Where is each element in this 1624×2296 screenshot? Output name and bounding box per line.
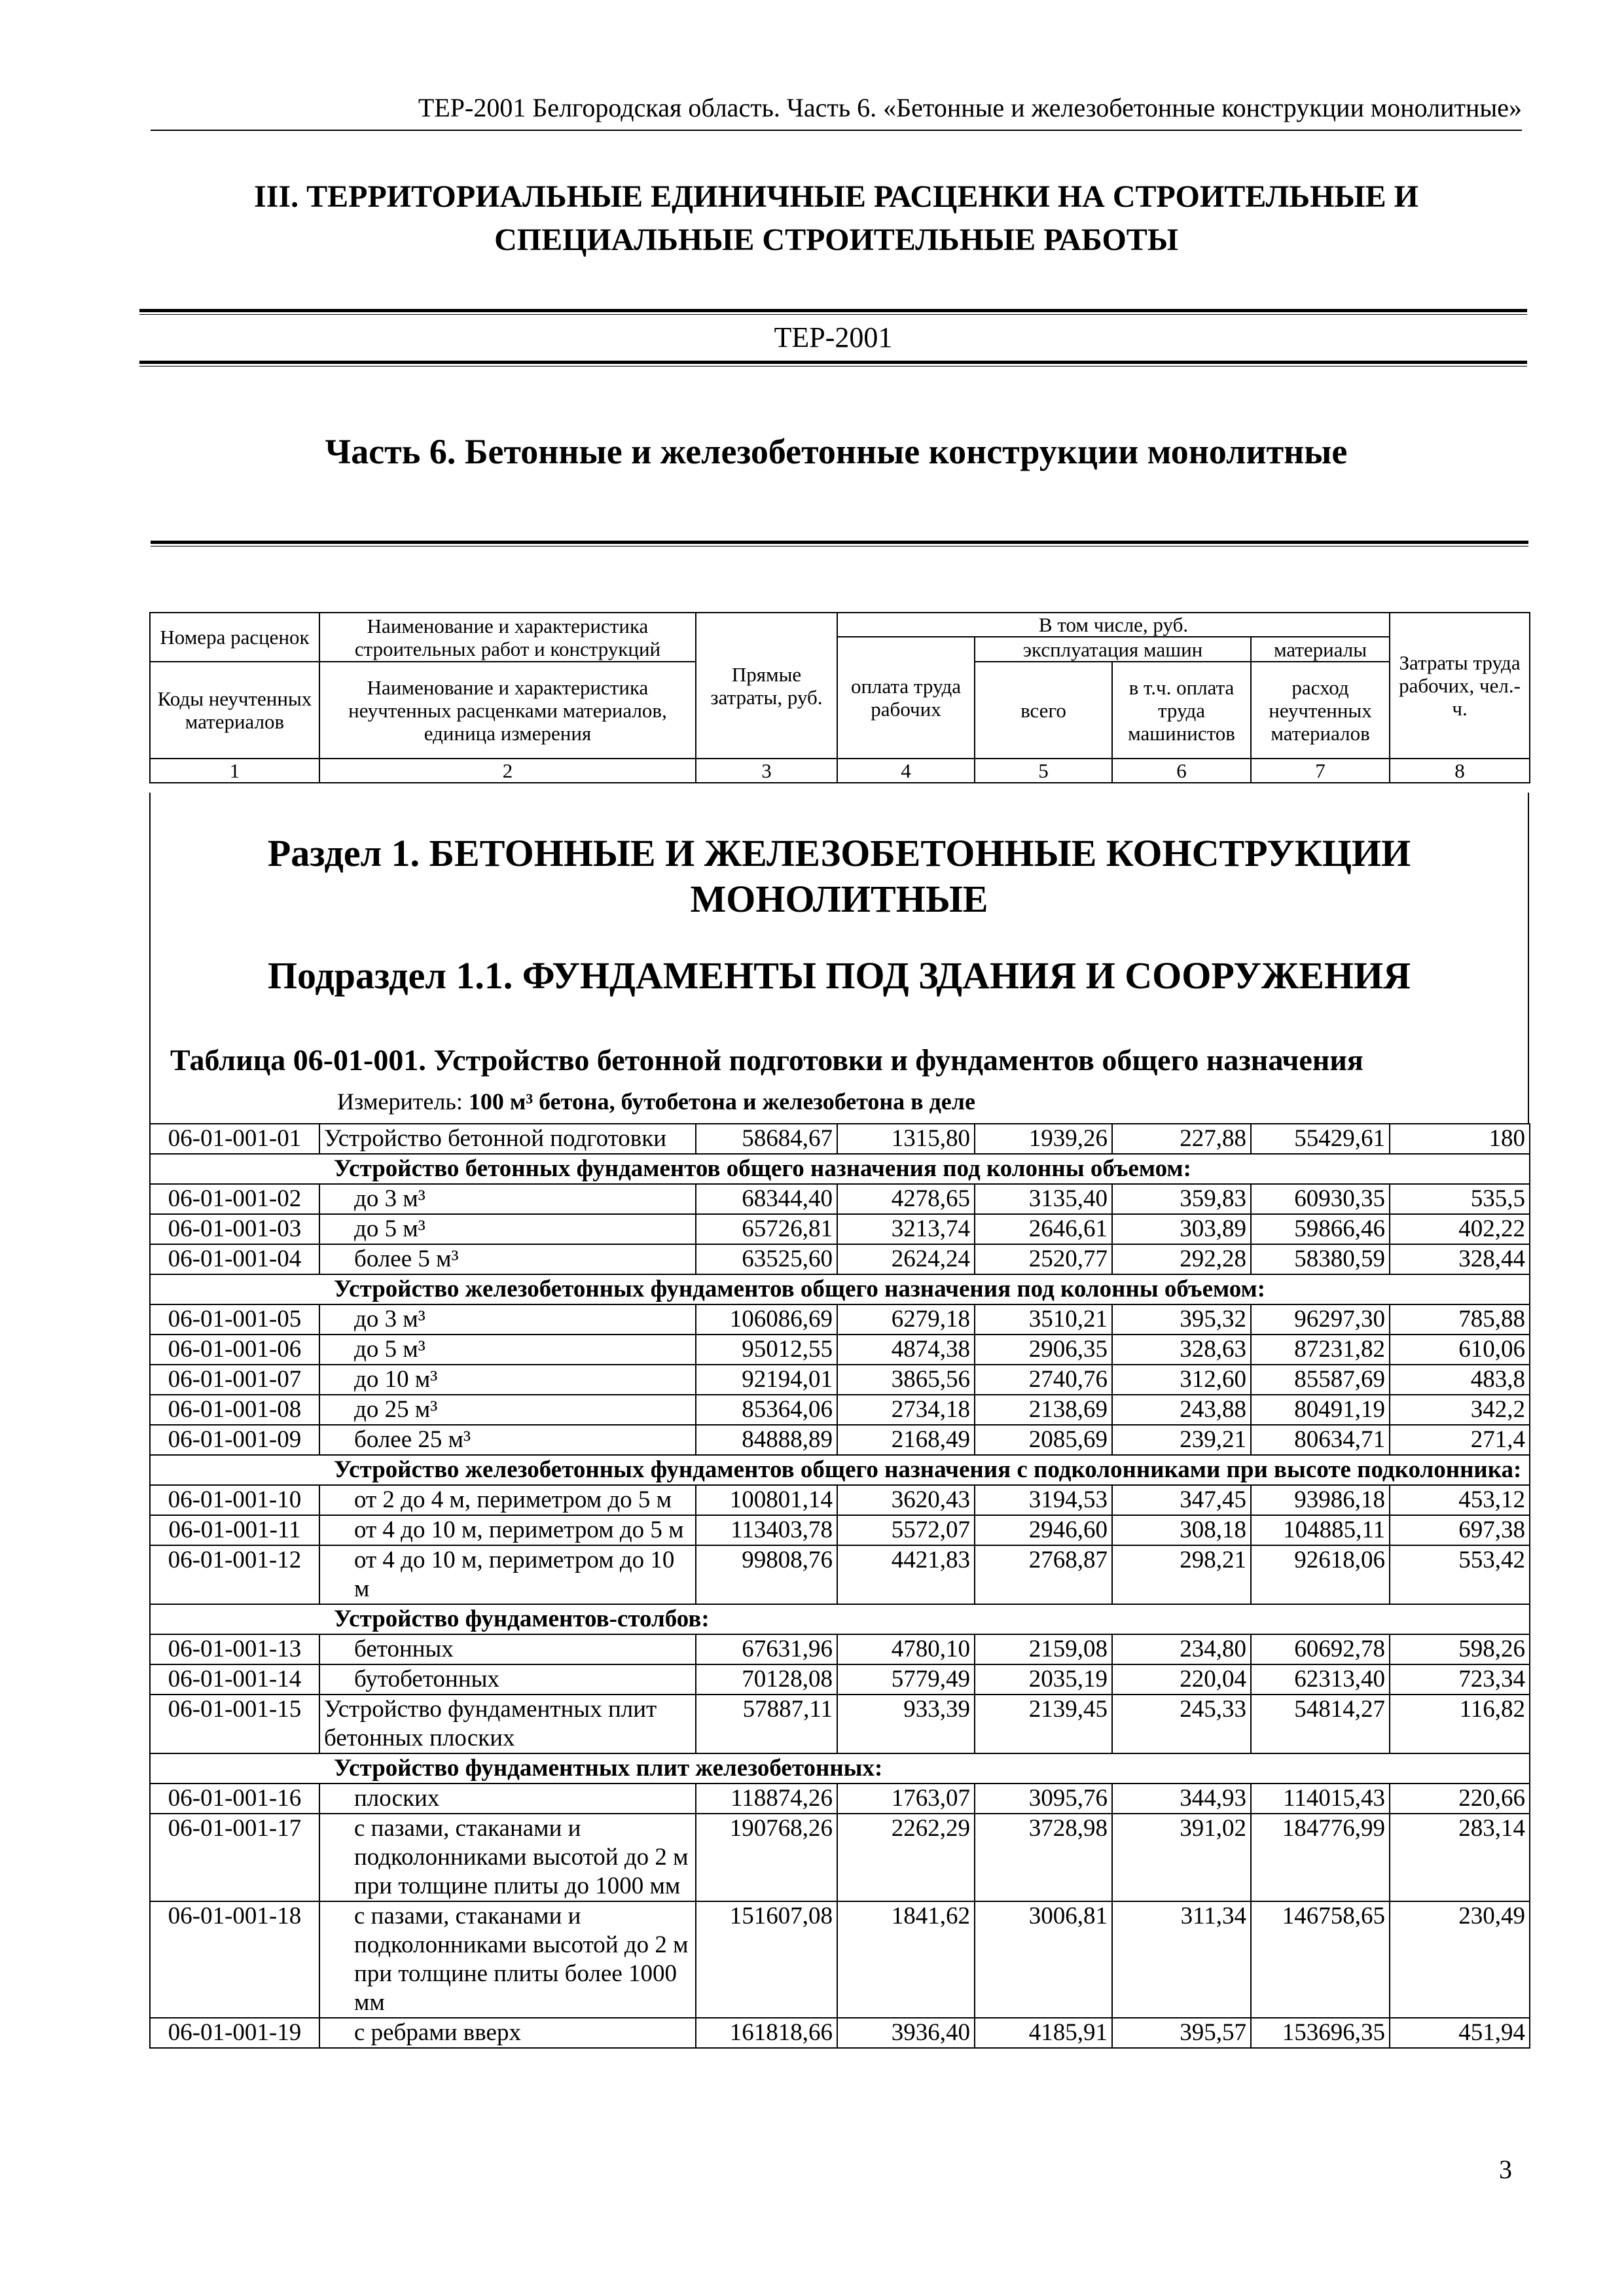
rate-description: с пазами, стаканами и подколонниками высотой до 2 м при толщине плиты более 1000 мм — [319, 1901, 696, 2018]
labor-cell: 402,22 — [1390, 1214, 1530, 1244]
machines-total-cell: 2139,45 — [975, 1695, 1112, 1753]
rate-description: до 10 м³ — [319, 1365, 696, 1395]
table-row — [150, 1304, 1530, 1335]
materials-cell: 184776,99 — [1251, 1814, 1390, 1901]
rate-code: 06-01-001-01 — [150, 1124, 319, 1154]
machines-wages-cell: 298,21 — [1112, 1545, 1251, 1604]
table-row — [150, 1124, 1530, 1154]
machines-total-cell: 3194,53 — [975, 1485, 1112, 1515]
band-top-rule — [139, 309, 1527, 315]
labor-cell: 451,94 — [1390, 2018, 1530, 2048]
rate-code: 06-01-001-13 — [150, 1634, 319, 1664]
rate-code: 06-01-001-05 — [150, 1304, 319, 1335]
running-header: ТЕР-2001 Белгородская область. Часть 6. «Бетонные и железобетонные конструкции монолитные» — [151, 89, 1522, 131]
group-header: Устройство фундаментных плит железобетонных: — [150, 1753, 1530, 1784]
rate-code: 06-01-001-07 — [150, 1365, 319, 1395]
rate-code: 06-01-001-14 — [150, 1664, 319, 1695]
wages-cell: 2624,24 — [837, 1244, 975, 1274]
rate-description: от 4 до 10 м, периметром до 10 м — [319, 1545, 696, 1604]
rate-description: от 4 до 10 м, периметром до 5 м — [319, 1515, 696, 1545]
labor-cell: 220,66 — [1390, 1784, 1530, 1814]
table-row — [150, 1184, 1530, 1214]
labor-cell: 180 — [1390, 1124, 1530, 1154]
machines-wages-cell: 227,88 — [1112, 1124, 1251, 1154]
machines-total-cell: 3728,98 — [975, 1814, 1112, 1901]
hdr-wages: оплата труда рабочих — [837, 637, 975, 759]
direct-costs-cell: 92194,01 — [696, 1365, 837, 1395]
materials-cell: 80491,19 — [1251, 1395, 1390, 1425]
group-header-row — [150, 1274, 1530, 1304]
materials-cell: 60692,78 — [1251, 1634, 1390, 1664]
hdr-labor: Затраты труда рабочих, чел.-ч. — [1390, 613, 1530, 759]
measure-unit — [337, 1085, 975, 1119]
rate-description: Устройство бетонной подготовки — [319, 1124, 696, 1154]
direct-costs-cell: 151607,08 — [696, 1901, 837, 2018]
group-header-row — [150, 1604, 1530, 1634]
labor-cell: 271,4 — [1390, 1425, 1530, 1455]
materials-cell: 60930,35 — [1251, 1184, 1390, 1214]
measure-label: Измеритель: — [337, 1088, 469, 1115]
wages-cell: 5779,49 — [837, 1664, 975, 1695]
chapter-title-line2: СПЕЦИАЛЬНЫЕ СТРОИТЕЛЬНЫЕ РАБОТЫ — [494, 223, 1178, 257]
direct-costs-cell: 99808,76 — [696, 1545, 837, 1604]
machines-wages-cell: 245,33 — [1112, 1695, 1251, 1753]
wages-cell: 4874,38 — [837, 1335, 975, 1365]
machines-total-cell: 2740,76 — [975, 1365, 1112, 1395]
section-title-line2: МОНОЛИТНЫЕ — [690, 878, 988, 920]
labor-cell: 283,14 — [1390, 1814, 1530, 1901]
table-row — [150, 1545, 1530, 1604]
chapter-title-line1: III. ТЕРРИТОРИАЛЬНЫЕ ЕДИНИЧНЫЕ РАСЦЕНКИ НА СТРОИТЕЛЬНЫЕ И — [254, 179, 1418, 214]
hdr-num: 2 — [319, 759, 696, 783]
table-row — [150, 1244, 1530, 1274]
hdr-num: 7 — [1251, 759, 1390, 783]
rate-description: от 2 до 4 м, периметром до 5 м — [319, 1485, 696, 1515]
group-header-row — [150, 1154, 1530, 1184]
direct-costs-cell: 58684,67 — [696, 1124, 837, 1154]
machines-total-cell: 3006,81 — [975, 1901, 1112, 2018]
direct-costs-cell: 106086,69 — [696, 1304, 837, 1335]
group-header-row — [150, 1455, 1530, 1485]
wages-cell: 3865,56 — [837, 1365, 975, 1395]
machines-total-cell: 2946,60 — [975, 1515, 1112, 1545]
rate-code: 06-01-001-04 — [150, 1244, 319, 1274]
rate-description: до 5 м³ — [319, 1214, 696, 1244]
machines-wages-cell: 303,89 — [1112, 1214, 1251, 1244]
direct-costs-cell: 113403,78 — [696, 1515, 837, 1545]
wages-cell: 1315,80 — [837, 1124, 975, 1154]
machines-total-cell: 3095,76 — [975, 1784, 1112, 1814]
labor-cell: 453,12 — [1390, 1485, 1530, 1515]
rate-code: 06-01-001-11 — [150, 1515, 319, 1545]
rate-code: 06-01-001-12 — [150, 1545, 319, 1604]
rate-description: бетонных — [319, 1634, 696, 1664]
wages-cell: 2168,49 — [837, 1425, 975, 1455]
wages-cell: 5572,07 — [837, 1515, 975, 1545]
rate-code: 06-01-001-18 — [150, 1901, 319, 2018]
labor-cell: 610,06 — [1390, 1335, 1530, 1365]
direct-costs-cell: 57887,11 — [696, 1695, 837, 1753]
rate-description: более 25 м³ — [319, 1425, 696, 1455]
rate-description: до 25 м³ — [319, 1395, 696, 1425]
labor-cell: 342,2 — [1390, 1395, 1530, 1425]
rate-description: до 3 м³ — [319, 1184, 696, 1214]
table-row — [150, 1395, 1530, 1425]
rate-description: до 3 м³ — [319, 1304, 696, 1335]
direct-costs-cell: 70128,08 — [696, 1664, 837, 1695]
hdr-direct-costs: Прямые затраты, руб. — [696, 613, 837, 759]
machines-wages-cell: 312,60 — [1112, 1365, 1251, 1395]
hdr-num: 4 — [837, 759, 975, 783]
wages-cell: 933,39 — [837, 1695, 975, 1753]
table-row — [150, 1485, 1530, 1515]
table-row — [150, 1365, 1530, 1395]
machines-wages-cell: 359,83 — [1112, 1184, 1251, 1214]
materials-cell: 54814,27 — [1251, 1695, 1390, 1753]
labor-cell: 598,26 — [1390, 1634, 1530, 1664]
machines-total-cell: 1939,26 — [975, 1124, 1112, 1154]
direct-costs-cell: 85364,06 — [696, 1395, 837, 1425]
hdr-name-top: Наименование и характеристика строительных работ и конструкций — [319, 613, 696, 662]
machines-wages-cell: 347,45 — [1112, 1485, 1251, 1515]
table-row — [150, 1214, 1530, 1244]
hdr-codes-bottom: Коды неучтенных материалов — [150, 662, 319, 759]
hdr-codes-top: Номера расценок — [150, 613, 319, 662]
materials-cell: 59866,46 — [1251, 1214, 1390, 1244]
machines-wages-cell: 292,28 — [1112, 1244, 1251, 1274]
rate-code: 06-01-001-06 — [150, 1335, 319, 1365]
machines-wages-cell: 308,18 — [1112, 1515, 1251, 1545]
table-row — [150, 1784, 1530, 1814]
group-header: Устройство бетонных фундаментов общего назначения под колонны объемом: — [150, 1154, 1530, 1184]
rate-code: 06-01-001-10 — [150, 1485, 319, 1515]
wages-cell: 4278,65 — [837, 1184, 975, 1214]
rate-description: Устройство фундаментных плит бетонных плоских — [319, 1695, 696, 1753]
machines-wages-cell: 395,57 — [1112, 2018, 1251, 2048]
machines-wages-cell: 395,32 — [1112, 1304, 1251, 1335]
wages-cell: 2734,18 — [837, 1395, 975, 1425]
hdr-machines-wages: в т.ч. оплата труда машинистов — [1112, 662, 1251, 759]
part-rule — [151, 541, 1528, 547]
labor-cell: 230,49 — [1390, 1901, 1530, 2018]
wages-cell: 1763,07 — [837, 1784, 975, 1814]
labor-cell: 535,5 — [1390, 1184, 1530, 1214]
materials-cell: 153696,35 — [1251, 2018, 1390, 2048]
hdr-machines: эксплуатация машин — [975, 637, 1251, 662]
machines-total-cell: 2906,35 — [975, 1335, 1112, 1365]
wages-cell: 3620,43 — [837, 1485, 975, 1515]
rate-description: бутобетонных — [319, 1664, 696, 1695]
hdr-num: 6 — [1112, 759, 1251, 783]
materials-cell: 80634,71 — [1251, 1425, 1390, 1455]
group-header: Устройство железобетонных фундаментов общего назначения с подколонниками при высоте подколонника: — [150, 1455, 1530, 1485]
machines-wages-cell: 239,21 — [1112, 1425, 1251, 1455]
machines-wages-cell: 234,80 — [1112, 1634, 1251, 1664]
direct-costs-cell: 100801,14 — [696, 1485, 837, 1515]
group-header-row — [150, 1753, 1530, 1784]
direct-costs-cell: 68344,40 — [696, 1184, 837, 1214]
section-headings — [149, 793, 1529, 1124]
table-row — [150, 1515, 1530, 1545]
materials-cell: 114015,43 — [1251, 1784, 1390, 1814]
labor-cell: 483,8 — [1390, 1365, 1530, 1395]
direct-costs-cell: 95012,55 — [696, 1335, 837, 1365]
part-title: Часть 6. Бетонные и железобетонные конструкции монолитные — [325, 432, 1348, 471]
rate-code: 06-01-001-09 — [150, 1425, 319, 1455]
section-title — [151, 831, 1528, 922]
labor-cell: 116,82 — [1390, 1695, 1530, 1753]
materials-cell: 85587,69 — [1251, 1365, 1390, 1395]
wages-cell: 4780,10 — [837, 1634, 975, 1664]
section-title-line1: Раздел 1. БЕТОННЫЕ И ЖЕЛЕЗОБЕТОННЫЕ КОНСТРУКЦИИ — [267, 832, 1411, 874]
machines-total-cell: 3510,21 — [975, 1304, 1112, 1335]
table-row — [150, 1425, 1530, 1455]
hdr-num: 8 — [1390, 759, 1530, 783]
machines-total-cell: 2085,69 — [975, 1425, 1112, 1455]
hdr-name-bottom: Наименование и характеристика неучтенных расценками материалов, единица измерения — [319, 662, 696, 759]
materials-cell: 104885,11 — [1251, 1515, 1390, 1545]
table-row — [150, 1814, 1530, 1901]
table-row — [150, 1901, 1530, 2018]
hdr-num: 3 — [696, 759, 837, 783]
hdr-including: В том числе, руб. — [837, 613, 1390, 637]
hdr-machines-total: всего — [975, 662, 1112, 759]
direct-costs-cell: 84888,89 — [696, 1425, 837, 1455]
labor-cell: 553,42 — [1390, 1545, 1530, 1604]
rate-code: 06-01-001-19 — [150, 2018, 319, 2048]
wages-cell: 6279,18 — [837, 1304, 975, 1335]
rate-code: 06-01-001-03 — [150, 1214, 319, 1244]
group-header: Устройство железобетонных фундаментов общего назначения под колонны объемом: — [150, 1274, 1530, 1304]
materials-cell: 96297,30 — [1251, 1304, 1390, 1335]
machines-wages-cell: 243,88 — [1112, 1395, 1251, 1425]
direct-costs-cell: 65726,81 — [696, 1214, 837, 1244]
machines-wages-cell: 391,02 — [1112, 1814, 1251, 1901]
rate-description: с пазами, стаканами и подколонниками высотой до 2 м при толщине плиты до 1000 мм — [319, 1814, 696, 1901]
table-title: Таблица 06-01-001. Устройство бетонной подготовки и фундаментов общего назначения — [170, 1043, 1363, 1077]
hdr-num: 5 — [975, 759, 1112, 783]
labor-cell: 328,44 — [1390, 1244, 1530, 1274]
machines-total-cell: 2035,19 — [975, 1664, 1112, 1695]
table-header — [149, 612, 1530, 783]
labor-cell: 723,34 — [1390, 1664, 1530, 1695]
hdr-materials-sub: расход неучтенных материалов — [1251, 662, 1390, 759]
wages-cell: 4421,83 — [837, 1545, 975, 1604]
machines-wages-cell: 311,34 — [1112, 1901, 1251, 2018]
machines-wages-cell: 344,93 — [1112, 1784, 1251, 1814]
machines-total-cell: 4185,91 — [975, 2018, 1112, 2048]
materials-cell: 92618,06 — [1251, 1545, 1390, 1604]
band-bottom-rule — [139, 361, 1527, 367]
page-number: 3 — [1499, 2155, 1512, 2184]
materials-cell: 93986,18 — [1251, 1485, 1390, 1515]
hdr-materials: материалы — [1251, 637, 1390, 662]
machines-total-cell: 2646,61 — [975, 1214, 1112, 1244]
rate-description: с ребрами вверх — [319, 2018, 696, 2048]
wages-cell: 3213,74 — [837, 1214, 975, 1244]
table-row — [150, 1664, 1530, 1695]
direct-costs-cell: 67631,96 — [696, 1634, 837, 1664]
rate-description: до 5 м³ — [319, 1335, 696, 1365]
subsection-title: Подраздел 1.1. ФУНДАМЕНТЫ ПОД ЗДАНИЯ И СООРУЖЕНИЯ — [267, 954, 1411, 997]
table-row — [150, 1695, 1530, 1753]
rate-code: 06-01-001-08 — [150, 1395, 319, 1425]
machines-total-cell: 2520,77 — [975, 1244, 1112, 1274]
machines-wages-cell: 220,04 — [1112, 1664, 1251, 1695]
labor-cell: 785,88 — [1390, 1304, 1530, 1335]
table-row — [150, 1634, 1530, 1664]
code-band — [139, 309, 1527, 367]
machines-wages-cell: 328,63 — [1112, 1335, 1251, 1365]
hdr-num: 1 — [150, 759, 319, 783]
chapter-title — [151, 175, 1522, 262]
direct-costs-cell: 161818,66 — [696, 2018, 837, 2048]
rate-code: 06-01-001-16 — [150, 1784, 319, 1814]
rates-table — [149, 1123, 1530, 2049]
machines-total-cell: 2138,69 — [975, 1395, 1112, 1425]
labor-cell: 697,38 — [1390, 1515, 1530, 1545]
table-row — [150, 2018, 1530, 2048]
materials-cell: 62313,40 — [1251, 1664, 1390, 1695]
measure-value: 100 м³ бетона, бутобетона и железобетона в деле — [468, 1088, 975, 1115]
rate-code: 06-01-001-17 — [150, 1814, 319, 1901]
rate-code: 06-01-001-02 — [150, 1184, 319, 1214]
materials-cell: 87231,82 — [1251, 1335, 1390, 1365]
direct-costs-cell: 118874,26 — [696, 1784, 837, 1814]
direct-costs-cell: 190768,26 — [696, 1814, 837, 1901]
table-row — [150, 1335, 1530, 1365]
rate-description: плоских — [319, 1784, 696, 1814]
group-header: Устройство фундаментов-столбов: — [150, 1604, 1530, 1634]
hdr-column-numbers — [150, 759, 1530, 783]
materials-cell: 58380,59 — [1251, 1244, 1390, 1274]
direct-costs-cell: 63525,60 — [696, 1244, 837, 1274]
machines-total-cell: 2768,87 — [975, 1545, 1112, 1604]
rate-code: 06-01-001-15 — [150, 1695, 319, 1753]
machines-total-cell: 2159,08 — [975, 1634, 1112, 1664]
band-code: ТЕР-2001 — [774, 321, 893, 353]
rate-description: более 5 м³ — [319, 1244, 696, 1274]
machines-total-cell: 3135,40 — [975, 1184, 1112, 1214]
wages-cell: 1841,62 — [837, 1901, 975, 2018]
materials-cell: 146758,65 — [1251, 1901, 1390, 2018]
wages-cell: 2262,29 — [837, 1814, 975, 1901]
materials-cell: 55429,61 — [1251, 1124, 1390, 1154]
wages-cell: 3936,40 — [837, 2018, 975, 2048]
